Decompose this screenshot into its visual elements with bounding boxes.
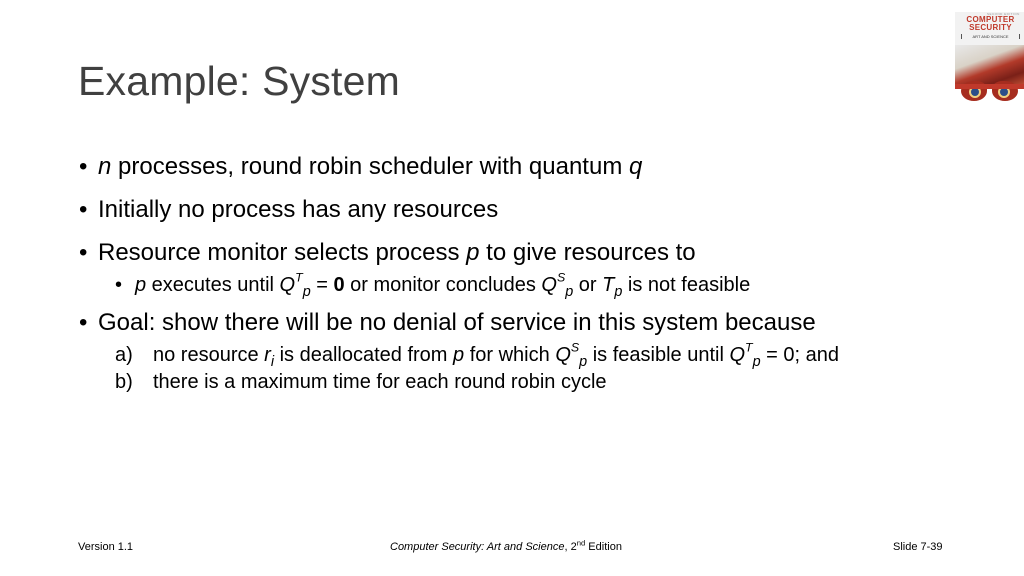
cover-red-band [955,84,1024,89]
bullet-processes: • n processes, round robin scheduler with quantum q [79,153,643,180]
list-item-text: no resource $r_i$ is deallocated from p for which $Q^S_p$ is feasible until $Q^T_p = 0$; and [153,340,840,371]
bullet-dot: • [115,274,123,296]
list-item-text: there is a maximum time for each round robin cycle [153,371,607,393]
butterfly-image [955,45,1024,89]
list-marker: b) [115,371,133,393]
sub-bullet-executes-until: • p executes until $Q^T_p = 0$ or monitor concludes $Q^S_p$ or $T_p$ is not feasible [115,270,751,301]
slide-title: Example: System [78,58,400,104]
list-item-a [115,342,978,369]
cover-title: COMPUTER SECURITY [966,15,1015,32]
bullet-goal: • Goal: show there will be no denial of service in this system because [79,309,816,336]
bullet-dot: • [79,196,88,223]
footer-slide-number: Slide 7-39 [893,541,943,553]
bullet-initially: • Initially no process has any resources [79,196,499,223]
footer-version: Version 1.1 [78,541,134,553]
list-marker: a) [115,344,133,366]
cover-subtitle: ART AND SCIENCE [961,34,1020,39]
slide-body [78,152,978,405]
bullet-dot: • [79,239,88,266]
bullet-resource-monitor: • Resource monitor selects process p to give resources to [79,239,696,266]
book-cover-image [955,12,1024,89]
bullet-dot: • [79,153,88,180]
bullet-dot: • [79,309,88,336]
footer-book-title: Computer Security: Art and Science, 2nd Edition [390,538,622,553]
list-item-b [115,369,978,396]
cover-edition-tag: SECOND EDITION [987,12,1020,16]
